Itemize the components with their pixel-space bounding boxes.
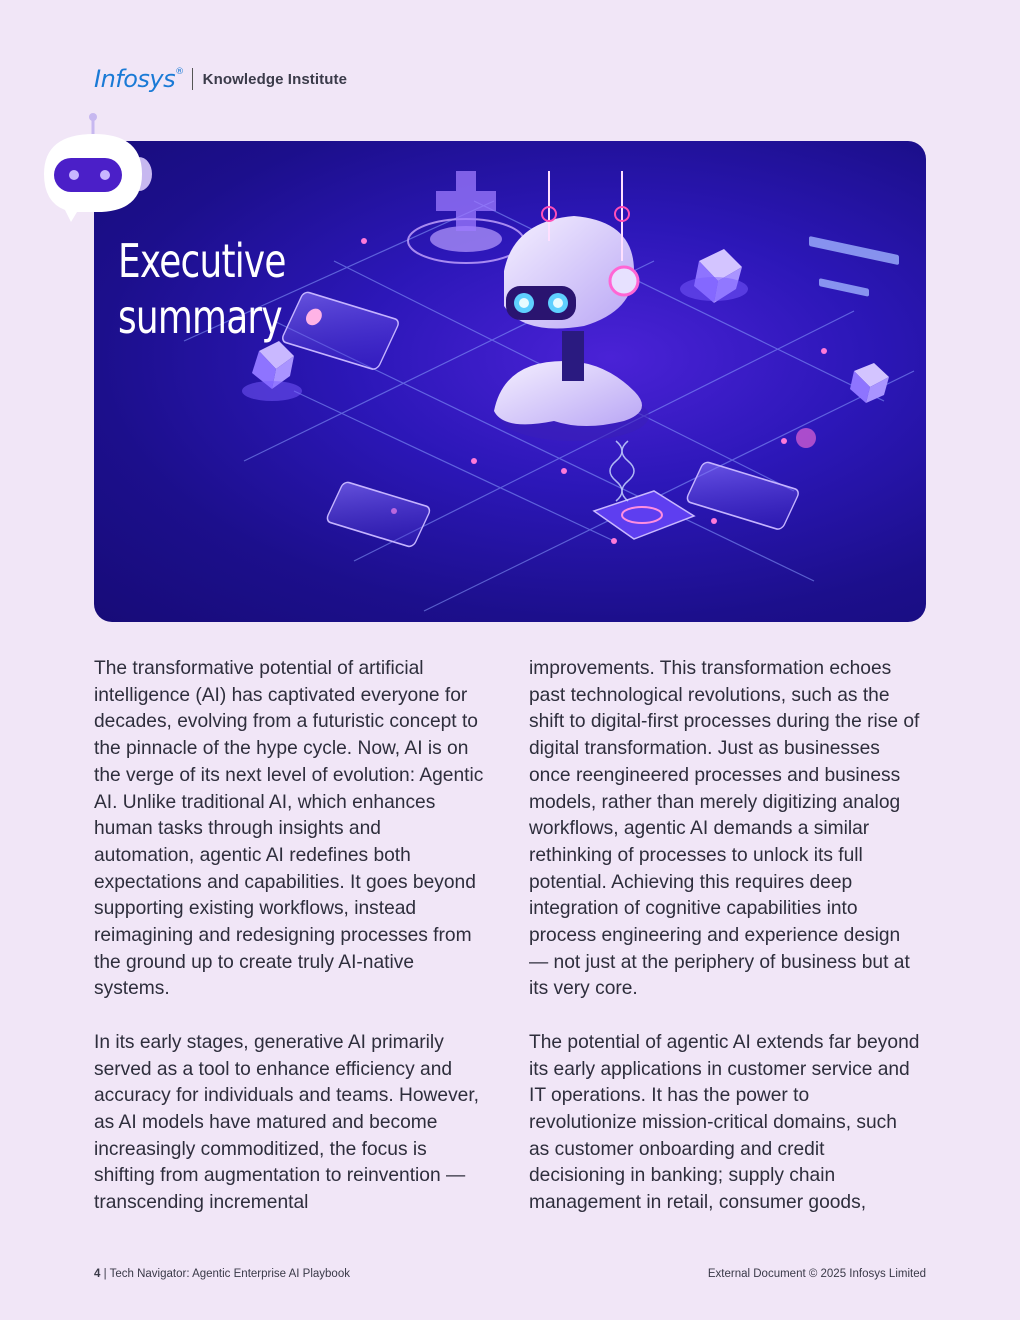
knowledge-institute-label: Knowledge Institute: [202, 70, 348, 88]
robot-head: [494, 171, 649, 441]
paragraph: The potential of agentic AI extends far beyond its early applications in customer service and IT operations. It has the power to revolutionize mission-critical domains, such as customer onboarding and credit decisioning in banking; supply chain management in retail, consumer goods,: [529, 1031, 920, 1214]
footer-left: [94, 1268, 350, 1280]
document-title: Tech Navigator: Agentic Enterprise AI Playbook: [109, 1268, 350, 1280]
header-divider: [192, 68, 193, 90]
paragraph: The transformative potential of artificial intelligence (AI) has captivated everyone for decades, evolving from a futuristic concept to the pinnacle of the hype cycle. Now, AI is on the verge of its next level of evolution: Agentic AI. Unlike traditional AI, which enhances human tasks through insights and automation, agentic AI redefines both expectations and capabilities. It goes beyond supporting existing workflows, instead reimagining and redesigning processes from the ground up to create truly AI-native systems.: [94, 658, 484, 1000]
page-number: 4: [94, 1268, 101, 1280]
infosys-logo: Infosys®: [94, 65, 184, 93]
page-title: Executive summary: [118, 234, 286, 344]
footer: [94, 1268, 926, 1280]
cube-icon: [242, 341, 302, 401]
paragraph: improvements. This transformation echoes past technological revolutions, such as the shift to digital-first processes during the rise of digital transformation. Just as businesses once reengineered processes and business models, rather than merely digitizing analog workflows, agentic AI demands a similar rethinking of processes to unlock its full potential. Achieving this requires deep integration of cognitive capabilities into process engineering and experience design — not just at the periphery of business but at its very core.: [529, 658, 920, 1000]
hero-banner: [94, 141, 926, 622]
body-column-right: [529, 656, 921, 1243]
footer-separator: |: [103, 1268, 107, 1280]
robot-illustration: [94, 141, 926, 622]
copyright: External Document © 2025 Infosys Limited: [707, 1268, 926, 1280]
paragraph: In its early stages, generative AI primarily served as a tool to enhance efficiency and accuracy for individuals and teams. However, as AI models have matured and become increasingly commoditized, the focus is shifting from augmentation to reinvention — transcending incremental: [94, 1031, 479, 1214]
robot-mascot-icon: [34, 112, 156, 224]
body-column-left: [94, 656, 486, 1243]
header: [94, 62, 347, 96]
